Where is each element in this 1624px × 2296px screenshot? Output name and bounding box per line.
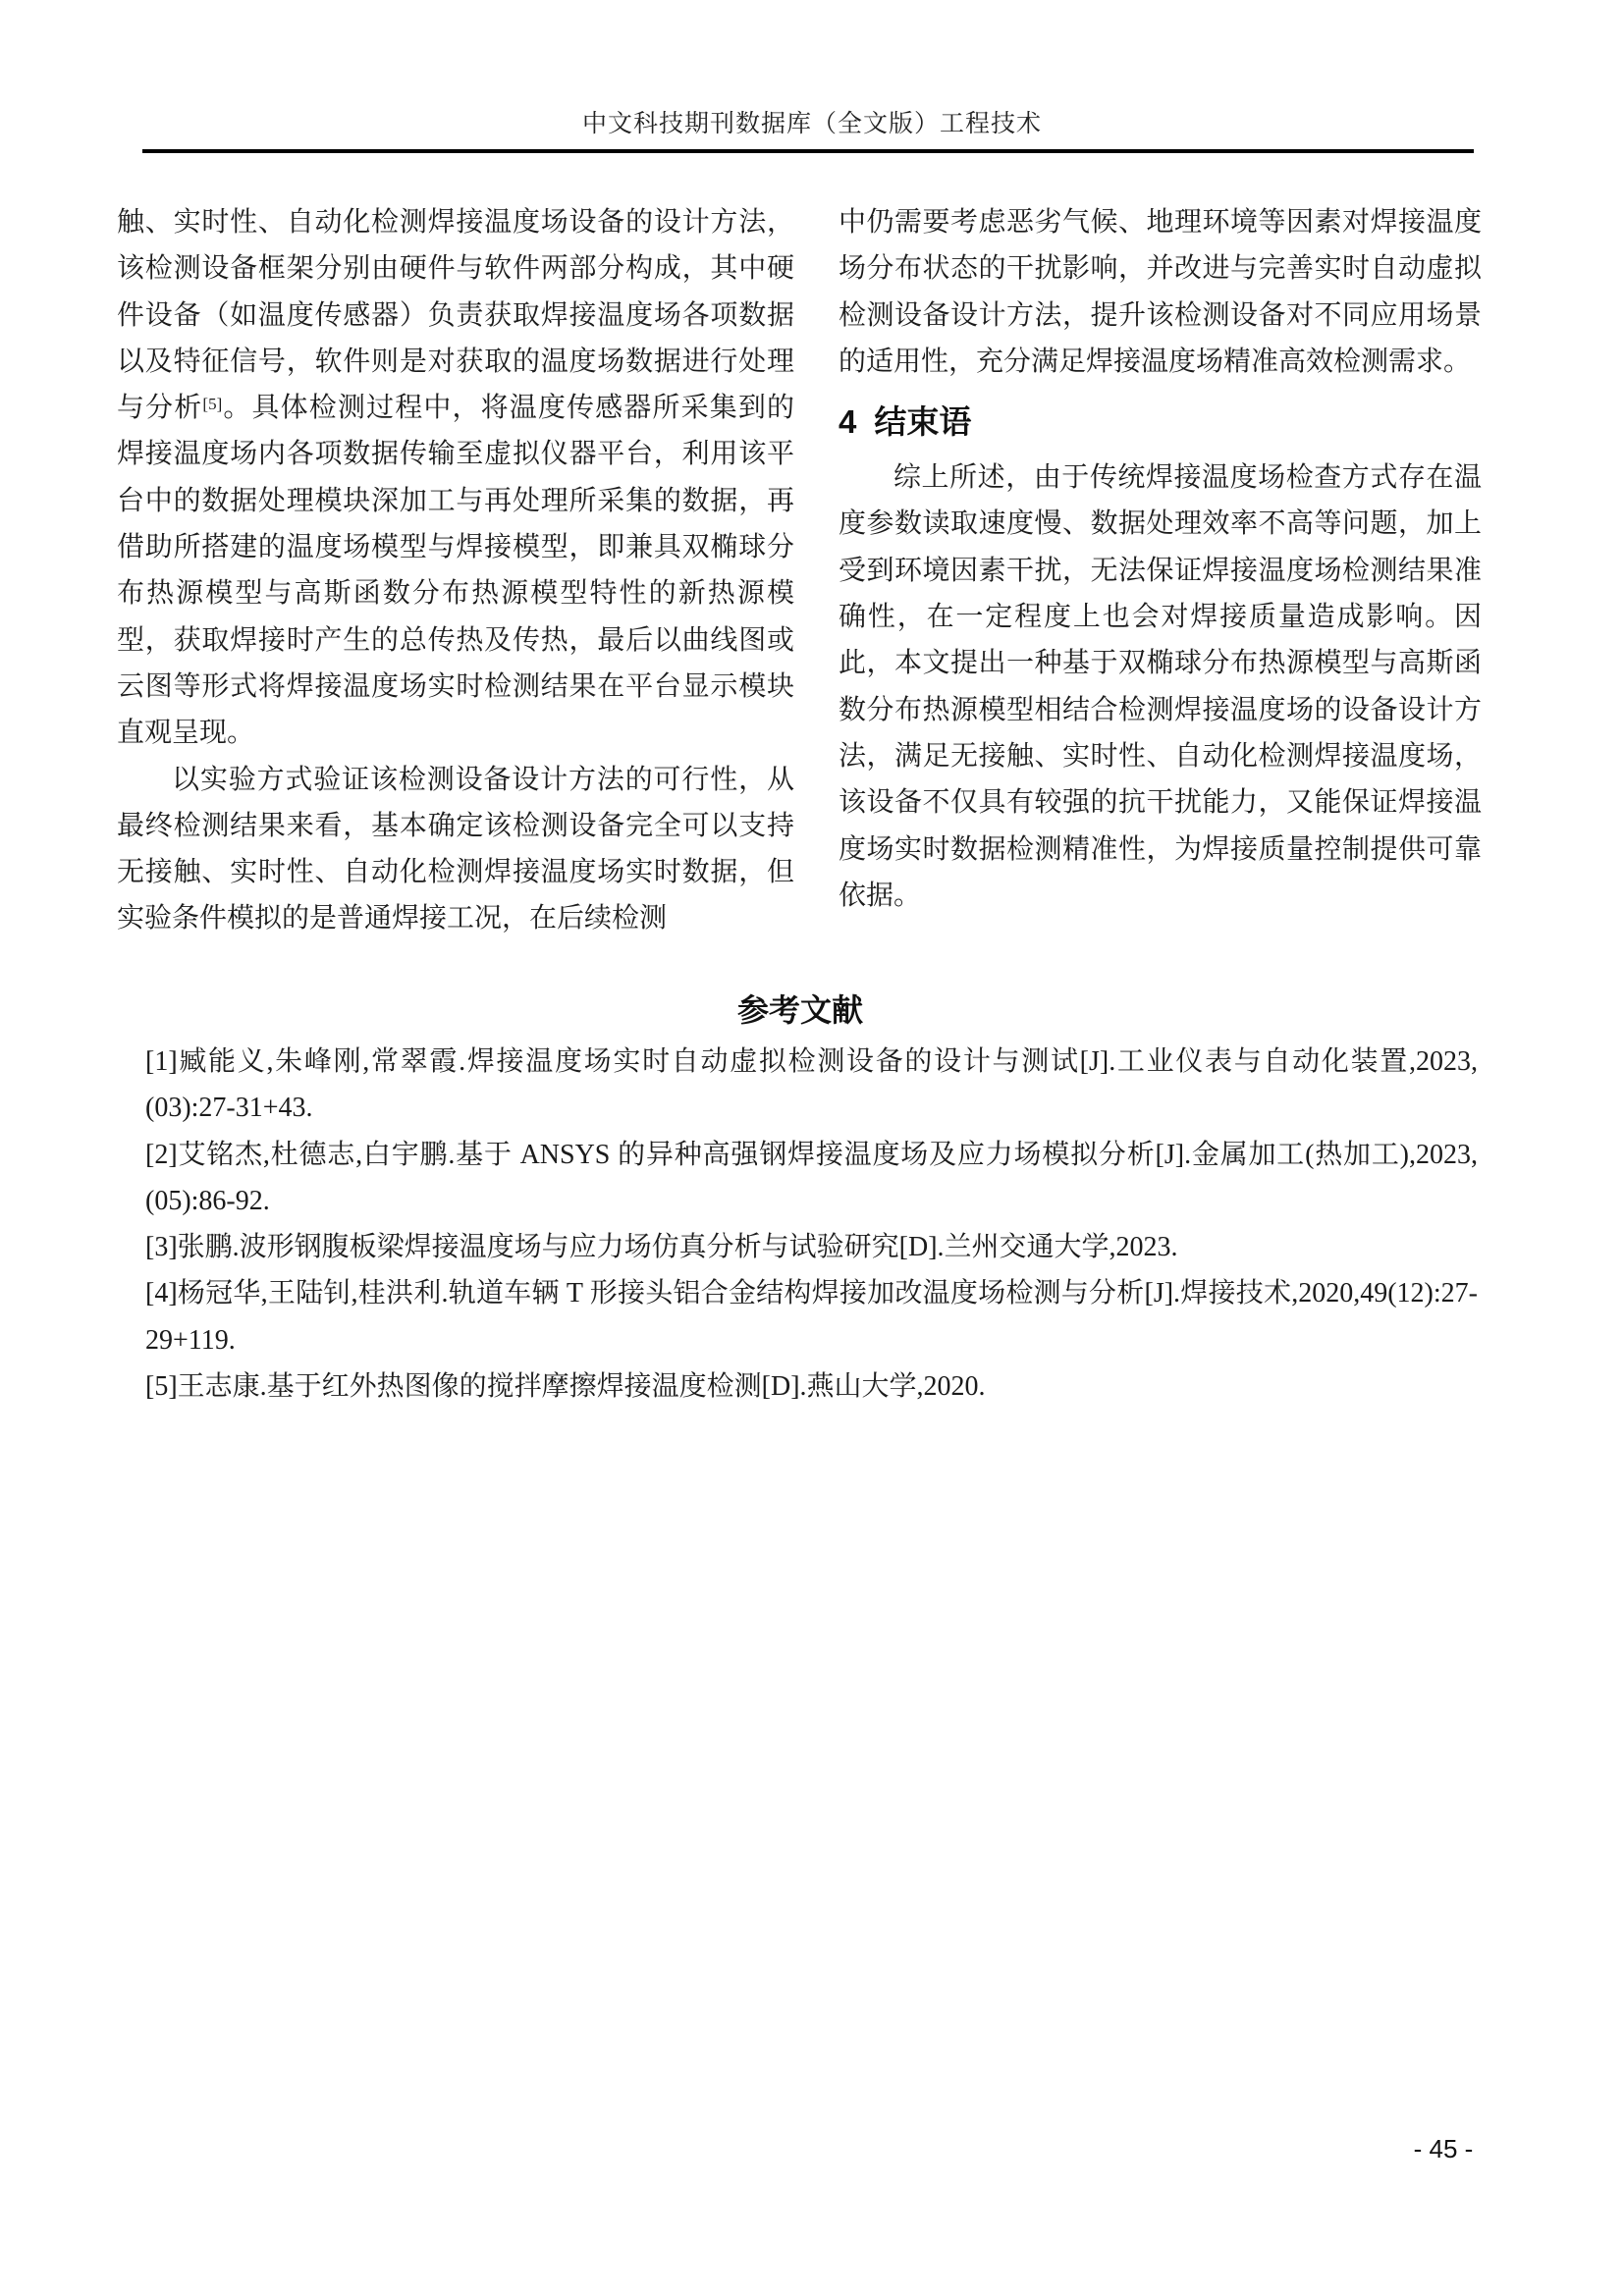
section-title: 结束语 — [874, 403, 972, 441]
two-column-body — [117, 199, 1484, 942]
section-number: 4 — [839, 403, 857, 441]
left-column — [117, 199, 794, 942]
body-paragraph: 综上所述，由于传统焊接温度场检查方式存在温度参数读取速度慢、数据处理效率不高等问题，加上受到环境因素干扰，无法保证焊接温度场检测结果准确性，在一定程度上也会对焊接质量造成影响。因此，本文提出一种基于双椭球分布热源模型与高斯函数分布热源模型相结合检测焊接温度场的设备设计方法，满足无接触、实时性、自动化检测焊接温度场，该设备不仅具有较强的抗干扰能力，又能保证焊接温度场实时数据检测精准性，为焊接质量控制提供可靠依据。 — [839, 462, 1482, 911]
body-paragraph: 以实验方式验证该检测设备设计方法的可行性，从最终检测结果来看，基本确定该检测设备完全可以支持无接触、实时性、自动化检测焊接温度场实时数据，但实验条件模拟的是普通焊接工况，在后续检测 — [117, 764, 794, 934]
references-heading: 参考文献 — [736, 992, 863, 1028]
right-column — [839, 199, 1482, 942]
citation-superscript: [5] — [202, 395, 223, 414]
reference-item: [5]王志康.基于红外热图像的搅拌摩擦焊接温度检测[D].燕山大学,2020. — [145, 1371, 986, 1403]
references-section — [117, 986, 1484, 1410]
paragraph-text: 触、实时性、自动化检测焊接温度场设备的设计方法，该检测设备框架分别由硬件与软件两部分构成，其中硬件设备（如温度传感器）负责获取焊接温度场各项数据以及特征信号，软件则是对获取的温度场数据进行处理与分析 — [117, 207, 794, 424]
header-rule — [142, 149, 1474, 153]
body-paragraph-continuation: 中仍需要考虑恶劣气候、地理环境等因素对焊接温度场分布状态的干扰影响，并改进与完善实时自动虚拟检测设备设计方法，提升该检测设备对不同应用场景的适用性，充分满足焊接温度场精准高效检测需求。 — [839, 207, 1482, 377]
body-paragraph-continuation — [117, 199, 794, 757]
section-heading — [839, 399, 1482, 446]
reference-item: [2]艾铭杰,杜德志,白宇鹏.基于 ANSYS 的异种高强钢焊接温度场及应力场模拟分析[J].金属加工(热加工),2023,(05):86-92. — [145, 1139, 1478, 1216]
reference-item: [1]臧能义,朱峰刚,常翠霞.焊接温度场实时自动虚拟检测设备的设计与测试[J].工业仪表与自动化装置,2023,(03):27-31+43. — [145, 1046, 1478, 1124]
page-number: - 45 - — [1413, 2134, 1474, 2163]
journal-header: 中文科技期刊数据库（全文版）工程技术 — [581, 111, 1042, 137]
reference-item: [4]杨冠华,王陆钊,桂洪利.轨道车辆 T 形接头铝合金结构焊接加改温度场检测与分析[J].焊接技术,2020,49(12):27-29+119. — [145, 1278, 1478, 1356]
paragraph-text: 。具体检测过程中，将温度传感器所采集到的焊接温度场内各项数据传输至虚拟仪器平台，利用该平台中的数据处理模块深加工与再处理所采集的数据，再借助所搭建的温度场模型与焊接模型，即兼具双椭球分布热源模型与高斯函数分布热源模型特性的新热源模型，获取焊接时产生的总传热及传热，最后以曲线图或云图等形式将焊接温度场实时检测结果在平台显示模块直观呈现。 — [117, 393, 794, 749]
reference-list — [145, 1039, 1478, 1410]
reference-item: [3]张鹏.波形钢腹板梁焊接温度场与应力场仿真分析与试验研究[D].兰州交通大学,2023. — [145, 1232, 1178, 1263]
